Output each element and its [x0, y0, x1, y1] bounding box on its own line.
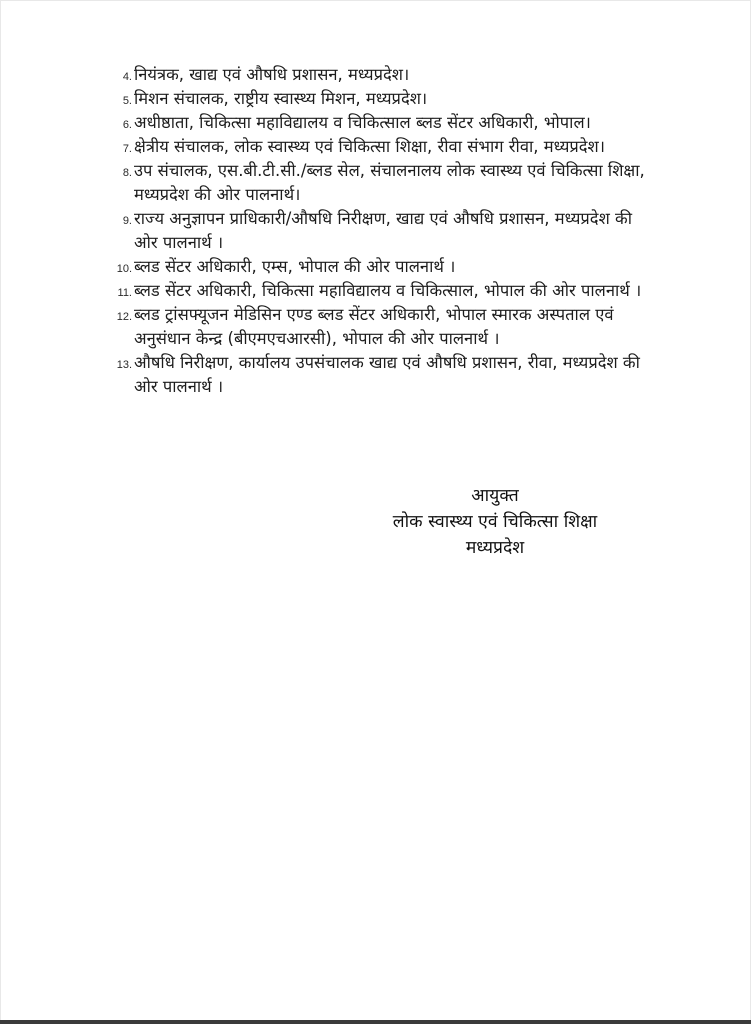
list-item [112, 351, 652, 399]
list-item [112, 279, 652, 303]
list-item [112, 63, 652, 87]
list-item-text: ब्लड ट्रांसफ्यूजन मेडिसिन एण्ड ब्लड सेंटर अधिकारी, भोपाल स्मारक अस्पताल एवं अनुसंधान केन्द्र (बीएमएचआरसी), भोपाल की ओर पालनार्थ । [134, 305, 614, 348]
list-item-text: ब्लड सेंटर अधिकारी, एम्स, भोपाल की ओर पालनार्थ । [134, 257, 456, 276]
signature-title: आयुक्त [471, 486, 519, 506]
list-item [112, 303, 652, 351]
list-item-number: 6. [122, 119, 132, 131]
list-item-number: 4. [122, 71, 132, 83]
list-item-text: ब्लड सेंटर अधिकारी, चिकित्सा महाविद्यालय व चिकित्साल, भोपाल की ओर पालनार्थ । [134, 281, 642, 300]
list-item-text: राज्य अनुज्ञापन प्राधिकारी/औषधि निरीक्षण, खाद्य एवं औषधि प्रशासन, मध्यप्रदेश की ओर पालनार्थ । [134, 209, 632, 252]
page-bottom-edge [0, 1020, 751, 1024]
list-item-text: नियंत्रक, खाद्य एवं औषधि प्रशासन, मध्यप्रदेश। [134, 65, 410, 84]
list-item-text: औषधि निरीक्षण, कार्यालय उपसंचालक खाद्य एवं औषधि प्रशासन, रीवा, मध्यप्रदेश की ओर पालनार्थ । [134, 353, 640, 396]
list-item-number: 12. [116, 311, 132, 323]
list-item [112, 207, 652, 255]
distribution-list [112, 63, 652, 399]
list-item-number: 10. [116, 263, 132, 275]
list-item [112, 135, 652, 159]
signature-block [330, 483, 660, 561]
list-item-number: 8. [122, 167, 132, 179]
list-item [112, 111, 652, 135]
list-item-number: 7. [122, 143, 132, 155]
list-item-number: 11. [117, 287, 132, 299]
list-item [112, 255, 652, 279]
list-item-text: उप संचालक, एस.बी.टी.सी./ब्लड सेल, संचालनालय लोक स्वास्थ्य एवं चिकित्सा शिक्षा, मध्यप्रदेश की ओर पालनार्थ। [134, 161, 645, 204]
list-item-text: मिशन संचालक, राष्ट्रीय स्वास्थ्य मिशन, मध्यप्रदेश। [134, 89, 428, 108]
signature-state: मध्यप्रदेश [465, 538, 525, 558]
list-item-text: अधीष्ठाता, चिकित्सा महाविद्यालय व चिकित्साल ब्लड सेंटर अधिकारी, भोपाल। [134, 113, 591, 132]
list-item-number: 13. [116, 359, 132, 371]
list-item-text: क्षेत्रीय संचालक, लोक स्वास्थ्य एवं चिकित्सा शिक्षा, रीवा संभाग रीवा, मध्यप्रदेश। [134, 137, 606, 156]
list-item [112, 87, 652, 111]
signature-department: लोक स्वास्थ्य एवं चिकित्सा शिक्षा [392, 512, 598, 532]
list-item [112, 159, 652, 207]
list-item-number: 5. [122, 95, 132, 107]
list-item-number: 9. [122, 215, 132, 227]
